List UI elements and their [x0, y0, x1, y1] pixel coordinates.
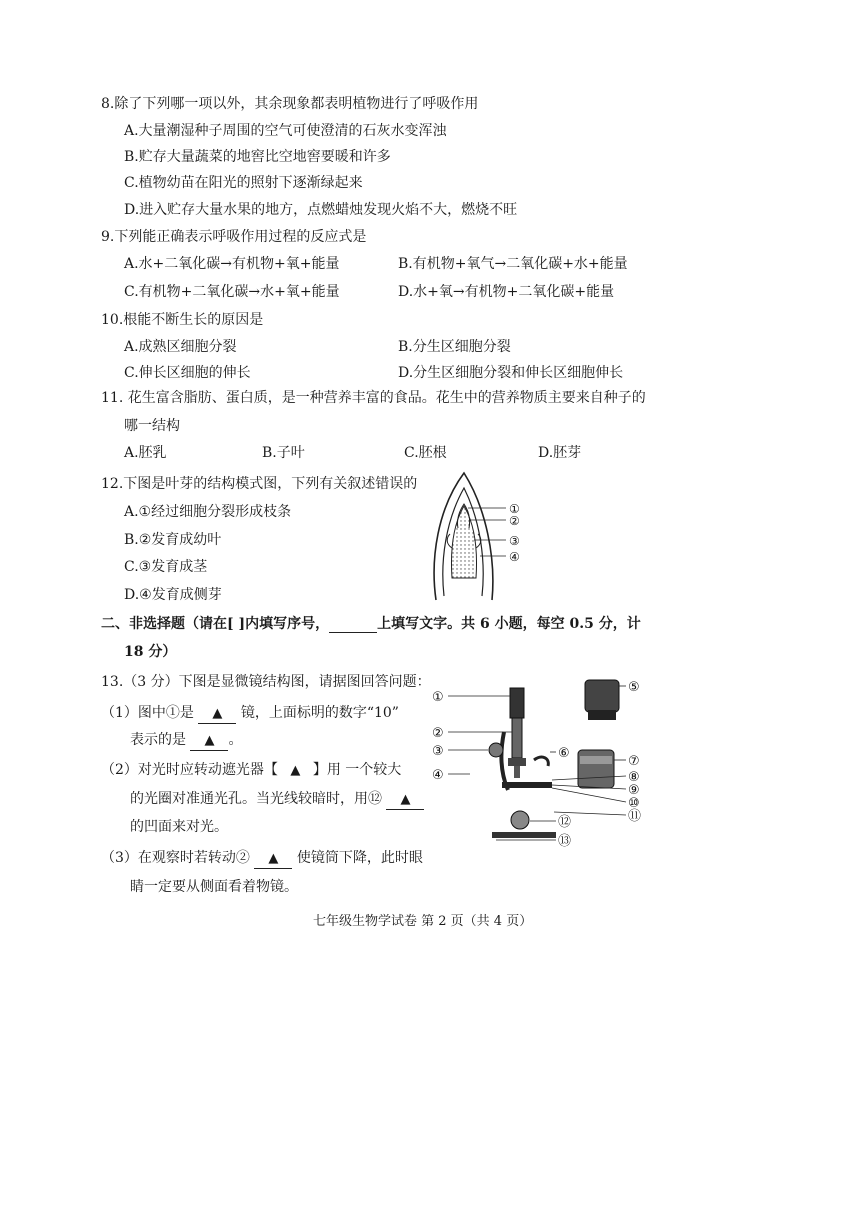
microscope-label-1: ① — [432, 690, 444, 705]
q12-option-c: C.③发育成茎 — [124, 559, 208, 575]
q13-sub1-text-c: 表示的是 — [130, 732, 186, 748]
microscope-label-8: ⑧ — [628, 770, 640, 785]
q13-sub2-line3: 的凹面来对光。 — [130, 819, 228, 835]
microscope-label-9: ⑨ — [628, 783, 640, 798]
section2-blank — [329, 618, 377, 633]
answer-blank-triangle[interactable]: ▲ — [290, 763, 301, 778]
q11-option-d: D.胚芽 — [538, 445, 582, 461]
leaf-bud-diagram — [424, 468, 534, 603]
q9-stem: 9.下列能正确表示呼吸作用过程的反应式是 — [101, 229, 367, 245]
q8-option-a: A.大量潮湿种子周围的空气可使澄清的石灰水变浑浊 — [124, 123, 447, 139]
section2-heading-part1: 二、非选择题（请在[ ]内填写序号， — [101, 616, 330, 632]
q13-sub1-line1 — [101, 704, 399, 724]
q13-sub2-line2 — [130, 790, 424, 810]
q11-stem-line2: 哪一结构 — [124, 418, 180, 434]
q10-stem: 10.根能不断生长的原因是 — [101, 312, 264, 328]
microscope-diagram — [430, 672, 680, 852]
q13-sub2-text-c: 的光圈对准通光孔。当光线较暗时，用⑫ — [130, 791, 382, 807]
section2-heading — [101, 615, 641, 633]
microscope-label-12: ⑫ — [558, 815, 572, 830]
microscope-label-11: ⑪ — [628, 809, 642, 824]
microscope-label-6: ⑥ — [558, 746, 570, 761]
answer-blank-triangle[interactable]: ▲ — [190, 732, 228, 751]
q11-option-a: A.胚乳 — [124, 445, 167, 461]
microscope-label-4: ④ — [432, 768, 444, 783]
q8-option-b: B.贮存大量蔬菜的地窖比空地窖要暖和许多 — [124, 149, 391, 165]
q9-option-a: A.水+二氧化碳→有机物+氧+能量 — [124, 256, 340, 272]
q12-option-a: A.①经过细胞分裂形成枝条 — [124, 504, 292, 520]
microscope-label-10: ⑩ — [628, 796, 640, 811]
q13-sub3-text-a: （3）在观察时若转动② — [101, 850, 250, 866]
q13-stem: 13.（3 分）下图是显微镜结构图，请据图回答问题： — [101, 674, 431, 690]
microscope-label-5: ⑤ — [628, 680, 640, 695]
page-footer: 七年级生物学试卷 第 2 页（共 4 页） — [313, 914, 533, 929]
leaf-bud-label-1: ① — [509, 502, 520, 516]
q11-option-c: C.胚根 — [404, 445, 447, 461]
microscope-label-13: ⑬ — [558, 834, 572, 849]
microscope-label-3: ③ — [432, 744, 444, 759]
q13-sub3-line2: 睛一定要从侧面看着物镜。 — [130, 879, 298, 895]
leaf-bud-label-3: ③ — [509, 534, 520, 548]
q12-option-b: B.②发育成幼叶 — [124, 532, 222, 548]
q9-option-c: C.有机物+二氧化碳→水+氧+能量 — [124, 284, 340, 300]
answer-blank-triangle[interactable]: ▲ — [386, 791, 424, 810]
q8-option-c: C.植物幼苗在阳光的照射下逐渐绿起来 — [124, 175, 363, 191]
q12-option-d: D.④发育成侧芽 — [124, 587, 222, 603]
q13-sub1-text-d: 。 — [228, 732, 243, 748]
q13-sub3-line1 — [101, 849, 423, 869]
answer-blank-triangle[interactable]: ▲ — [254, 850, 292, 869]
q8-option-d: D.进入贮存大量水果的地方，点燃蜡烛发现火焰不大，燃烧不旺 — [124, 202, 518, 218]
q9-option-b: B.有机物+氧气→二氧化碳+水+能量 — [398, 256, 628, 272]
q13-sub2-text-a: （2）对光时应转动遮光器【 — [101, 762, 278, 778]
q11-option-b: B.子叶 — [262, 445, 305, 461]
q13-sub2-text-b: 】用 一个较大 — [312, 762, 402, 778]
q13-sub1-text-a: （1）图中①是 — [101, 705, 194, 721]
q10-option-d: D.分生区细胞分裂和伸长区细胞伸长 — [398, 365, 624, 381]
microscope-label-2: ② — [432, 726, 444, 741]
q13-sub1-line2 — [130, 731, 242, 751]
leaf-bud-label-2: ② — [509, 514, 520, 528]
section2-heading-line2: 18 分） — [124, 644, 177, 660]
q13-sub1-text-b: 镜，上面标明的数字“10” — [240, 705, 399, 721]
q12-stem: 12.下图是叶芽的结构模式图，下列有关叙述错误的 — [101, 476, 418, 492]
q9-option-d: D.水+氧→有机物+二氧化碳+能量 — [398, 284, 615, 300]
q13-sub3-text-b: 使镜筒下降，此时眼 — [296, 850, 423, 866]
q10-option-b: B.分生区细胞分裂 — [398, 339, 511, 355]
q10-option-c: C.伸长区细胞的伸长 — [124, 365, 251, 381]
microscope-label-7: ⑦ — [628, 754, 640, 769]
section2-heading-part2: 上填写文字。共 6 小题，每空 0.5 分，计 — [377, 616, 641, 632]
leaf-bud-label-4: ④ — [509, 550, 520, 564]
q8-stem: 8.除了下列哪一项以外，其余现象都表明植物进行了呼吸作用 — [101, 96, 479, 112]
answer-blank-triangle[interactable]: ▲ — [198, 705, 236, 724]
q10-option-a: A.成熟区细胞分裂 — [124, 339, 237, 355]
q11-stem-line1: 11. 花生富含脂肪、蛋白质，是一种营养丰富的食品。花生中的营养物质主要来自种子的 — [101, 390, 646, 406]
q13-sub2-line1 — [101, 761, 401, 780]
